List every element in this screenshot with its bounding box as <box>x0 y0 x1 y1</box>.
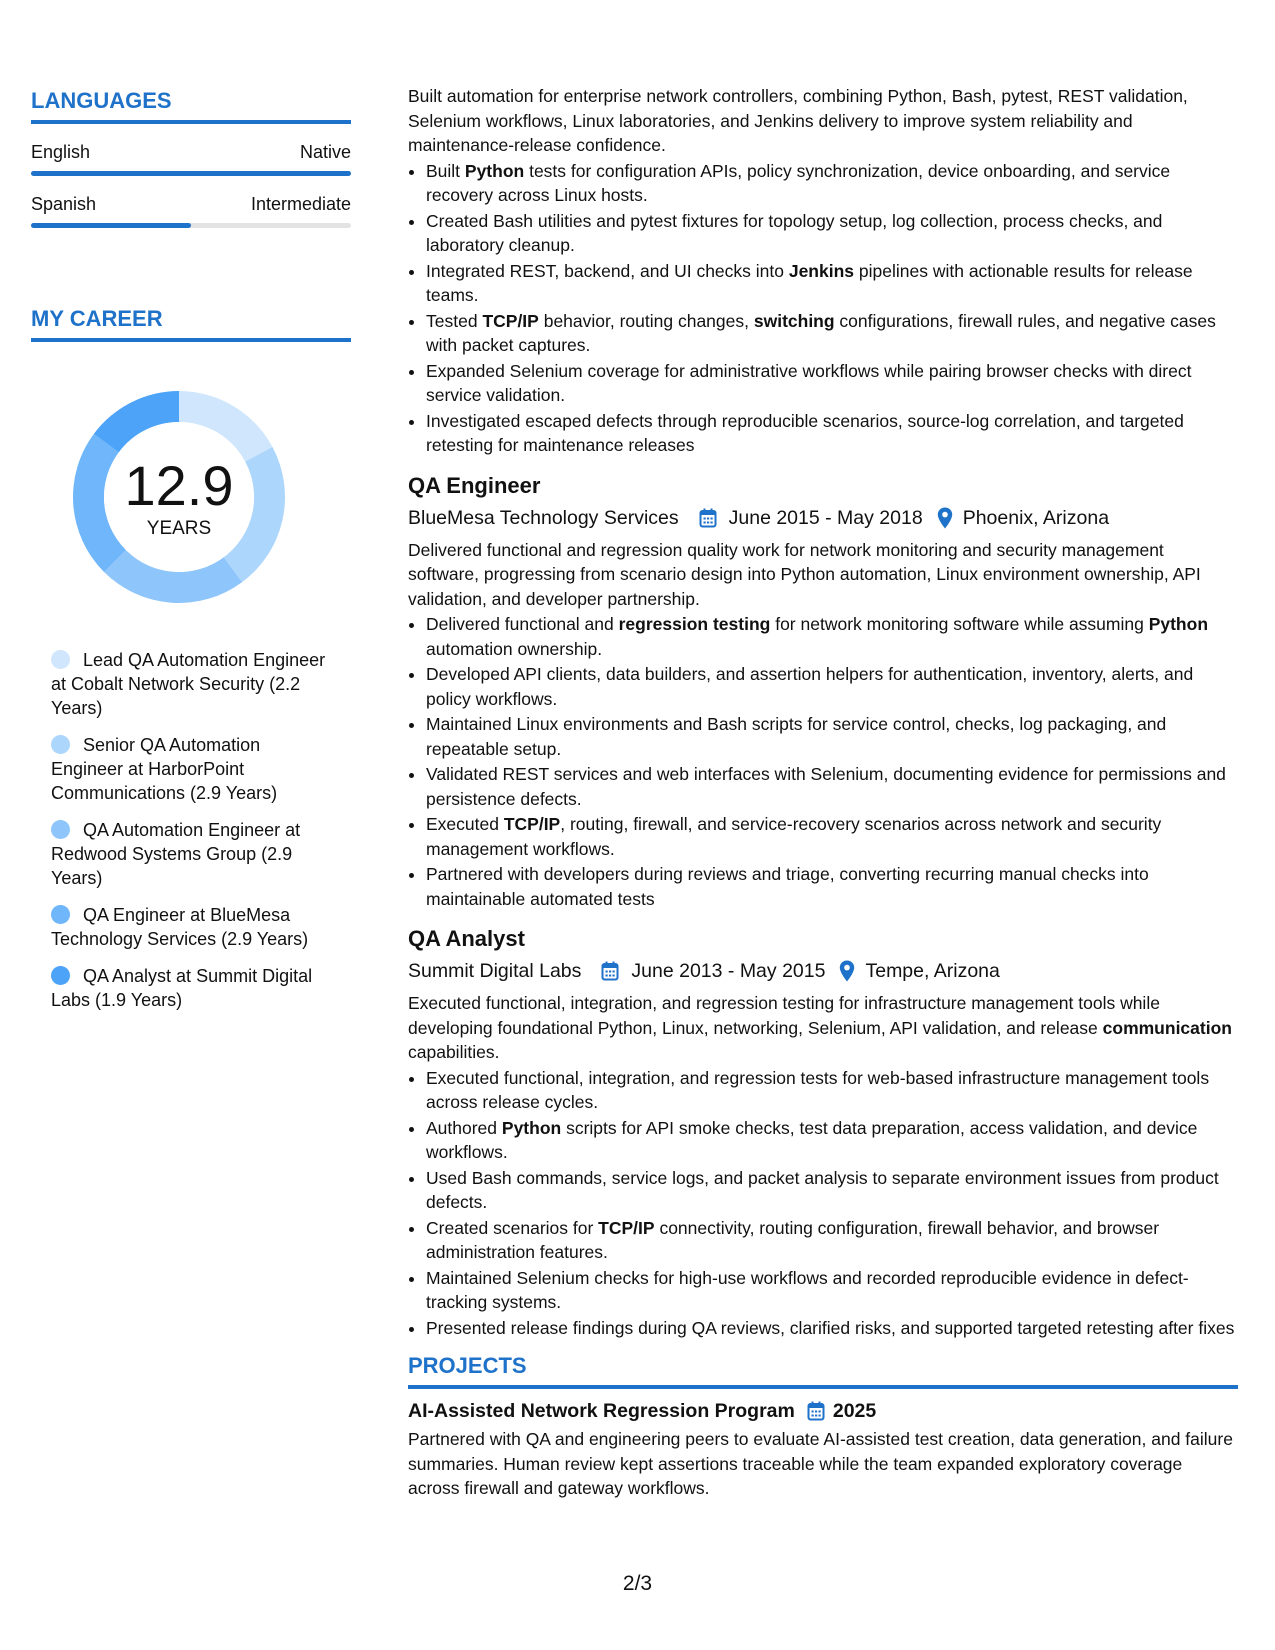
text-segment: Built <box>426 160 465 181</box>
bullet-item <box>426 1316 1238 1341</box>
languages-heading: LANGUAGES <box>31 88 351 124</box>
language-row <box>31 142 351 163</box>
text-segment: connectivity, routing configuration, firewall behavior, and browser administration features. <box>426 1217 1160 1262</box>
text-segment: Created scenarios for <box>426 1217 599 1238</box>
project-name: AI-Assisted Network Regression Program <box>408 1399 795 1422</box>
bold-keyword: TCP/IP <box>598 1217 655 1238</box>
career-legend-item <box>51 903 331 951</box>
jobs-list <box>408 472 1238 1341</box>
job-dates: June 2015 - May 2018 <box>728 506 923 529</box>
job-title: QA Analyst <box>408 926 525 951</box>
job-bullets <box>408 612 1238 911</box>
company-name: BlueMesa Technology Services <box>408 506 679 529</box>
text-segment: Integrated REST, backend, and UI checks into <box>426 260 789 281</box>
career-legend-item <box>51 818 331 890</box>
career-donut-chart <box>64 382 294 612</box>
continued-job-summary: Built automation for enterprise network controllers, combining Python, Bash, pytest, REST validation, Selenium workflows, Linux laboratories, and Jenkins delivery to improve system reliability and maintenance-release confidence. <box>408 86 1188 155</box>
legend-dot-icon <box>51 905 70 924</box>
text-segment: Presented release findings during QA reviews, clarified risks, and supported targeted retesting after fixes <box>426 1317 1235 1338</box>
bullet-item <box>426 662 1238 711</box>
bullet-item <box>426 762 1238 811</box>
project-year: 2025 <box>832 1399 877 1422</box>
bold-keyword: TCP/IP <box>503 814 561 834</box>
project-description: Partnered with QA and engineering peers to evaluate AI-assisted test creation, data generation, and failure summaries. Human review kept assertions traceable while the team expanded exploratory coverage across firewall and gateway workflows. <box>408 1429 1233 1498</box>
company-name: Summit Digital Labs <box>408 960 582 982</box>
text-segment: Investigated escaped defects through reproducible scenarios, source-log correlation, and targeted retesting for maintenance releases <box>426 410 1184 455</box>
job-title: QA Engineer <box>408 472 541 498</box>
language-proficiency-bar <box>31 223 351 228</box>
career-legend-text: QA Engineer at BlueMesa Technology Services (2.9 Years) <box>51 905 309 949</box>
bold-keyword: Python <box>464 160 525 181</box>
career-legend-text: Senior QA Automation Engineer at HarborPoint Communications (2.9 Years) <box>51 735 278 803</box>
job-location: Tempe, Arizona <box>865 960 1000 982</box>
location-pin-icon <box>937 507 953 529</box>
text-segment: for network monitoring software while assuming <box>770 614 1149 634</box>
text-segment: Partnered with developers during reviews and triage, converting recurring manual checks into maintainable automated tests <box>426 864 1149 909</box>
job-meta <box>408 957 1238 985</box>
career-legend <box>51 648 331 1012</box>
sidebar <box>31 88 351 1025</box>
bold-keyword: switching <box>753 310 835 331</box>
career-legend-item <box>51 964 331 1012</box>
bold-keyword: Python <box>1148 614 1209 634</box>
job-summary <box>408 991 1238 1065</box>
total-years-value: 12.9 <box>124 454 234 517</box>
career-heading: MY CAREER <box>31 306 351 342</box>
job-location: Phoenix, Arizona <box>962 506 1110 529</box>
bullet-item <box>426 1066 1238 1115</box>
bullet-item <box>426 209 1238 258</box>
text-segment: Developed API clients, data builders, and assertion helpers for authentication, inventory, alerts, and policy workflows. <box>426 664 1194 709</box>
language-proficiency-fill <box>31 223 191 228</box>
projects-heading: PROJECTS <box>408 1354 1238 1389</box>
bold-keyword: Python <box>501 1117 562 1138</box>
legend-dot-icon <box>51 820 70 839</box>
bullet-item <box>426 812 1238 861</box>
bullet-item <box>426 409 1238 458</box>
job-bullets <box>408 1066 1238 1341</box>
bullet-item <box>426 862 1238 911</box>
job-meta <box>408 504 1238 532</box>
career-legend-item <box>51 648 331 720</box>
job-dates: June 2013 - May 2015 <box>631 960 826 982</box>
text-segment: , routing, firewall, and service-recovery scenarios across network and security management workflows. <box>426 814 1162 859</box>
text-segment: behavior, routing changes, <box>538 310 754 331</box>
text-segment: Executed functional, integration, and regression tests for web-based infrastructure management tools across release cycles. <box>426 1067 1210 1112</box>
text-segment: Validated REST services and web interfaces with Selenium, documenting evidence for permissions and persistence defects. <box>426 764 1226 809</box>
bullet-item <box>426 1116 1238 1165</box>
text-segment: Executed <box>426 814 504 834</box>
main-content <box>408 84 1238 1501</box>
career-legend-text: QA Analyst at Summit Digital Labs (1.9 Years) <box>51 966 313 1010</box>
text-segment: Authored <box>426 1117 502 1138</box>
text-segment: Maintained Linux environments and Bash scripts for service control, checks, log packaging, and repeatable setup. <box>426 714 1167 759</box>
job-entry <box>408 925 1238 1340</box>
text-segment: tests for configuration APIs, policy synchronization, device onboarding, and service recovery across Linux hosts. <box>426 160 1171 205</box>
legend-dot-icon <box>51 966 70 985</box>
career-legend-text: Lead QA Automation Engineer at Cobalt Network Security (2.2 Years) <box>51 650 326 718</box>
text-segment: configurations, firewall rules, and negative cases with packet captures. <box>426 310 1216 355</box>
text-segment: automation ownership. <box>426 638 603 659</box>
bullet-item <box>426 159 1238 208</box>
bold-keyword: regression testing <box>618 614 771 634</box>
text-segment: Delivered functional and <box>426 614 619 634</box>
career-legend-text: QA Automation Engineer at Redwood Systems Group (2.9 Years) <box>51 820 301 888</box>
bullet-item <box>426 309 1238 358</box>
bold-keyword: Jenkins <box>788 260 855 281</box>
language-row <box>31 194 351 215</box>
text-segment: Maintained Selenium checks for high-use workflows and recorded reproducible evidence in defect-tracking systems. <box>426 1267 1189 1312</box>
job-entry <box>408 472 1238 912</box>
continued-job-bullets <box>408 159 1238 458</box>
language-level: Native <box>299 142 351 162</box>
projects-list <box>408 1399 1238 1501</box>
bullet-item <box>426 1166 1238 1215</box>
calendar-icon <box>807 1401 825 1421</box>
text-segment: scripts for API smoke checks, test data preparation, access validation, and device workflows. <box>426 1117 1198 1162</box>
language-name: English <box>31 142 91 162</box>
language-proficiency-bar <box>31 171 351 176</box>
bullet-item <box>426 712 1238 761</box>
calendar-icon <box>601 961 619 981</box>
language-level: Intermediate <box>250 194 351 214</box>
donut-center <box>64 382 294 612</box>
language-name: Spanish <box>31 194 97 214</box>
text-segment: Delivered functional and regression quality work for network monitoring and security management software, progressing from scenario design into Python automation, Linux environment ownership, API validation, and developer partnership. <box>408 539 1201 609</box>
text-segment: Used Bash commands, service logs, and packet analysis to separate environment issues from product defects. <box>426 1167 1219 1212</box>
text-segment: Expanded Selenium coverage for administrative workflows while pairing browser checks with direct service validation. <box>426 360 1192 405</box>
language-proficiency-fill <box>31 171 351 176</box>
calendar-icon <box>699 508 717 528</box>
text-segment: Created Bash utilities and pytest fixtures for topology setup, log collection, process checks, and laboratory cleanup. <box>426 210 1163 255</box>
legend-dot-icon <box>51 735 70 754</box>
bold-keyword: communication <box>1102 1017 1232 1038</box>
bullet-item <box>426 259 1238 308</box>
bullet-item <box>426 612 1238 661</box>
legend-dot-icon <box>51 650 70 669</box>
bullet-item <box>426 1216 1238 1265</box>
bullet-item <box>426 1266 1238 1315</box>
bullet-item <box>426 359 1238 408</box>
bold-keyword: TCP/IP <box>482 310 539 331</box>
project-header <box>408 1399 1238 1424</box>
years-label: YEARS <box>146 518 212 539</box>
career-legend-item <box>51 733 331 805</box>
job-summary <box>408 538 1238 612</box>
text-segment: Tested <box>426 310 483 331</box>
location-pin-icon <box>839 960 855 982</box>
text-segment: capabilities. <box>408 1042 500 1062</box>
languages-list <box>31 142 351 228</box>
page-number: 2/3 <box>622 1572 653 1595</box>
text-segment: Executed functional, integration, and regression testing for infrastructure management tools while developing foundational Python, Linux, networking, Selenium, API validation, and release <box>408 993 1160 1038</box>
text-segment: pipelines with actionable results for release teams. <box>426 260 1193 305</box>
